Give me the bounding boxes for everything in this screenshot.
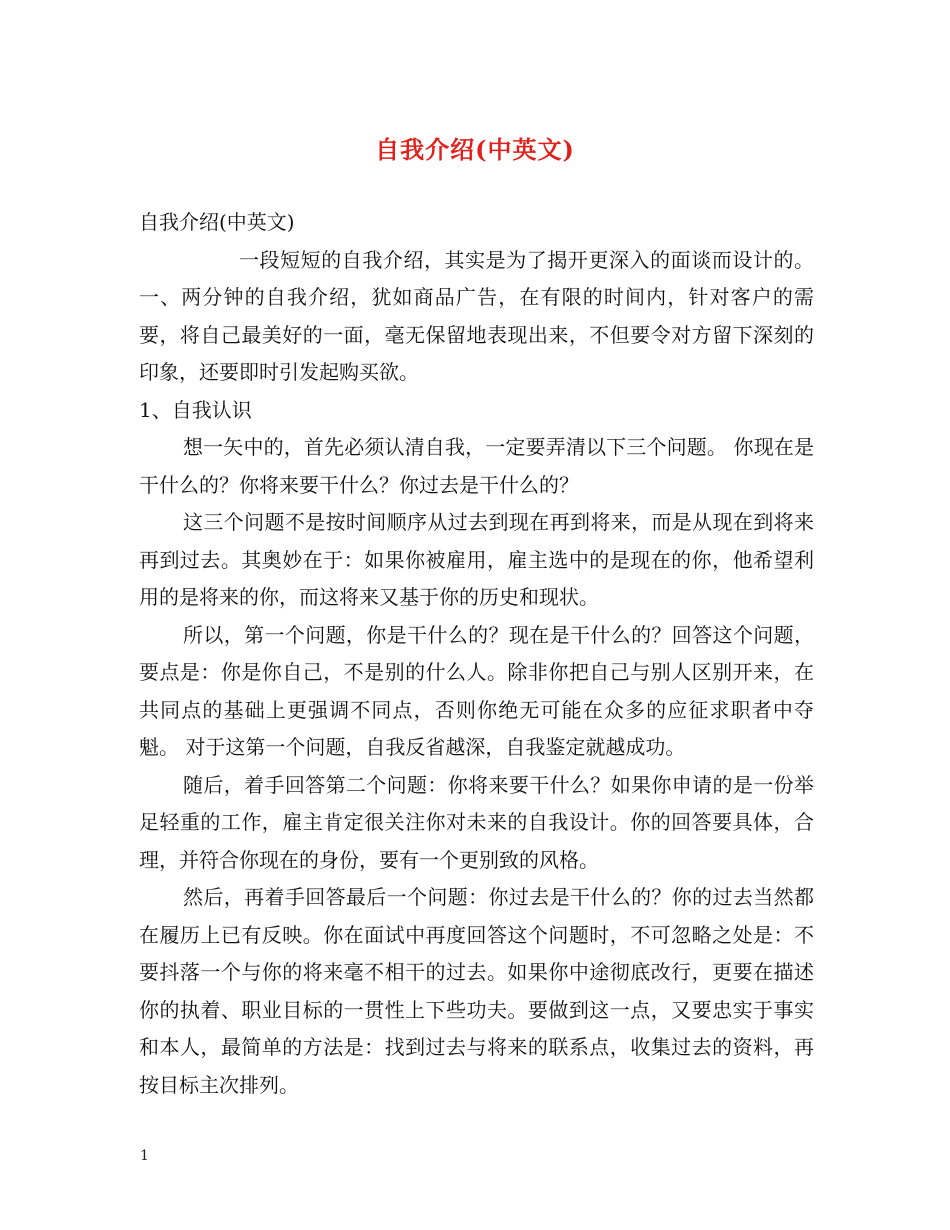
intro-paragraph: 一段短短的自我介绍，其实是为了揭开更深入的面谈而设计的。一、两分钟的自我介绍，犹如商品广告，在有限的时间内，针对客户的需要，将自己最美好的一面，毫无保留地表现出来，不但要令对方留下深刻的印象，还要即时引发起购买欲。	[139, 247, 814, 384]
document-title: 自我介绍(中英文)	[375, 135, 575, 164]
body-paragraph: 所以，第一个问题，你是干什么的？现在是干什么的？回答这个问题，要点是：你是你自己，不是别的什么人。除非你把自己与别人区别开来，在共同点的基础上更强调不同点，否则你绝无可能在众多的应征求职者中夺魁。 对于这第一个问题，自我反省越深，自我鉴定就越成功。	[139, 622, 814, 759]
body-paragraph: 随后，着手回答第二个问题：你将来要干什么？如果你申请的是一份举足轻重的工作，雇主肯定很关注你对未来的自我设计。你的回答要具体，合理，并符合你现在的身份，要有一个更别致的风格。	[139, 772, 814, 872]
body-paragraph: 这三个问题不是按时间顺序从过去到现在再到将来，而是从现在到将来再到过去。其奥妙在于：如果你被雇用，雇主选中的是现在的你，他希望利用的是将来的你，而这将来又基于你的历史和现状。	[139, 510, 814, 609]
body-paragraph: 想一矢中的，首先必须认清自我，一定要弄清以下三个问题。 你现在是干什么的？你将来要干什么？你过去是干什么的？	[139, 435, 814, 497]
section-heading: 1、自我认识	[139, 397, 252, 422]
document-subtitle: 自我介绍(中英文)	[139, 210, 295, 234]
body-paragraph: 然后，再着手回答最后一个问题：你过去是干什么的？你的过去当然都在履历上已有反映。你在面试中再度回答这个问题时，不可忽略之处是：不要抖落一个与你的将来毫不相干的过去。如果你中途彻底改行，更要在描述你的执着、职业目标的一贯性上下些功夫。要做到这一点，又要忠实于事实和本人，最简单的方法是：找到过去与将来的联系点，收集过去的资料，再按目标主次排列。	[139, 885, 814, 1097]
document-body	[139, 204, 814, 1104]
page-number: 1	[140, 1148, 149, 1164]
